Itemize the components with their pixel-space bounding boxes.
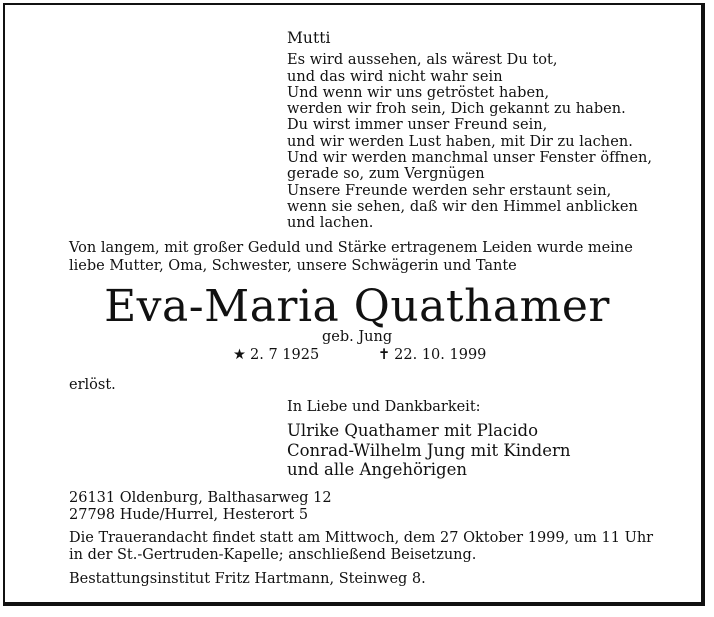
poem-line: Und wir werden manchmal unser Fenster öffnen,: [287, 150, 653, 167]
poem-line: und das wird nicht wahr sein: [287, 68, 503, 85]
poem-line: und wir werden Lust haben, mit Dir zu lachen.: [287, 133, 633, 150]
poem-title: Mutti: [287, 29, 331, 47]
service-line: in der St.-Gertruden-Kapelle; anschließend Beisetzung.: [69, 546, 477, 563]
service-info: [69, 530, 653, 563]
poem: [287, 30, 652, 232]
released-text: erlöst.: [69, 377, 116, 393]
mourner-line: Ulrike Quathamer mit Placido: [287, 421, 539, 440]
service-line: Die Trauerandacht findet statt am Mittwoch, dem 27 Oktober 1999, um 11 Uhr: [69, 530, 654, 546]
birth-date-value: 2. 7 1925: [250, 347, 320, 363]
poem-line: Unsere Freunde werden sehr erstaunt sein,: [287, 182, 612, 199]
death-date: [378, 347, 486, 363]
maiden-name: geb. Jung: [322, 329, 393, 345]
address-line: 27798 Hude/Hurrel, Hesterort 5: [69, 506, 309, 523]
mourner-line: Conrad-Wilhelm Jung mit Kindern: [287, 440, 571, 460]
poem-line: werden wir froh sein, Dich gekannt zu haben.: [287, 101, 626, 118]
intro-text: [69, 239, 633, 275]
undertaker: Bestattungsinstitut Fritz Hartmann, Steinweg 8.: [69, 571, 426, 587]
deceased-name: Eva-Maria Quathamer: [104, 281, 610, 332]
mourners-list: [287, 421, 570, 480]
death-date-value: 22. 10. 1999: [394, 347, 487, 363]
intro-line: Von langem, mit großer Geduld und Stärke ertragenem Leiden wurde meine: [69, 240, 633, 256]
address-line: 26131 Oldenburg, Balthasarweg 12: [69, 490, 332, 506]
star-icon: ★: [233, 347, 246, 363]
poem-line: und lachen.: [287, 215, 374, 232]
mourners-heading: In Liebe und Dankbarkeit:: [287, 399, 481, 415]
birth-date: [233, 347, 319, 363]
mourner-line: und alle Angehörigen: [287, 460, 468, 479]
poem-line: wenn sie sehen, daß wir den Himmel anblicken: [287, 198, 638, 215]
addresses: [69, 490, 332, 523]
intro-line: liebe Mutter, Oma, Schwester, unsere Schwägerin und Tante: [69, 258, 517, 274]
poem-line: gerade so, zum Vergnügen: [287, 166, 485, 183]
poem-line: Es wird aussehen, als wärest Du tot,: [287, 52, 558, 69]
cross-icon: ✝: [378, 347, 391, 363]
poem-line: Du wirst immer unser Freund sein,: [287, 117, 548, 134]
poem-line: Und wenn wir uns getröstet haben,: [287, 84, 550, 101]
